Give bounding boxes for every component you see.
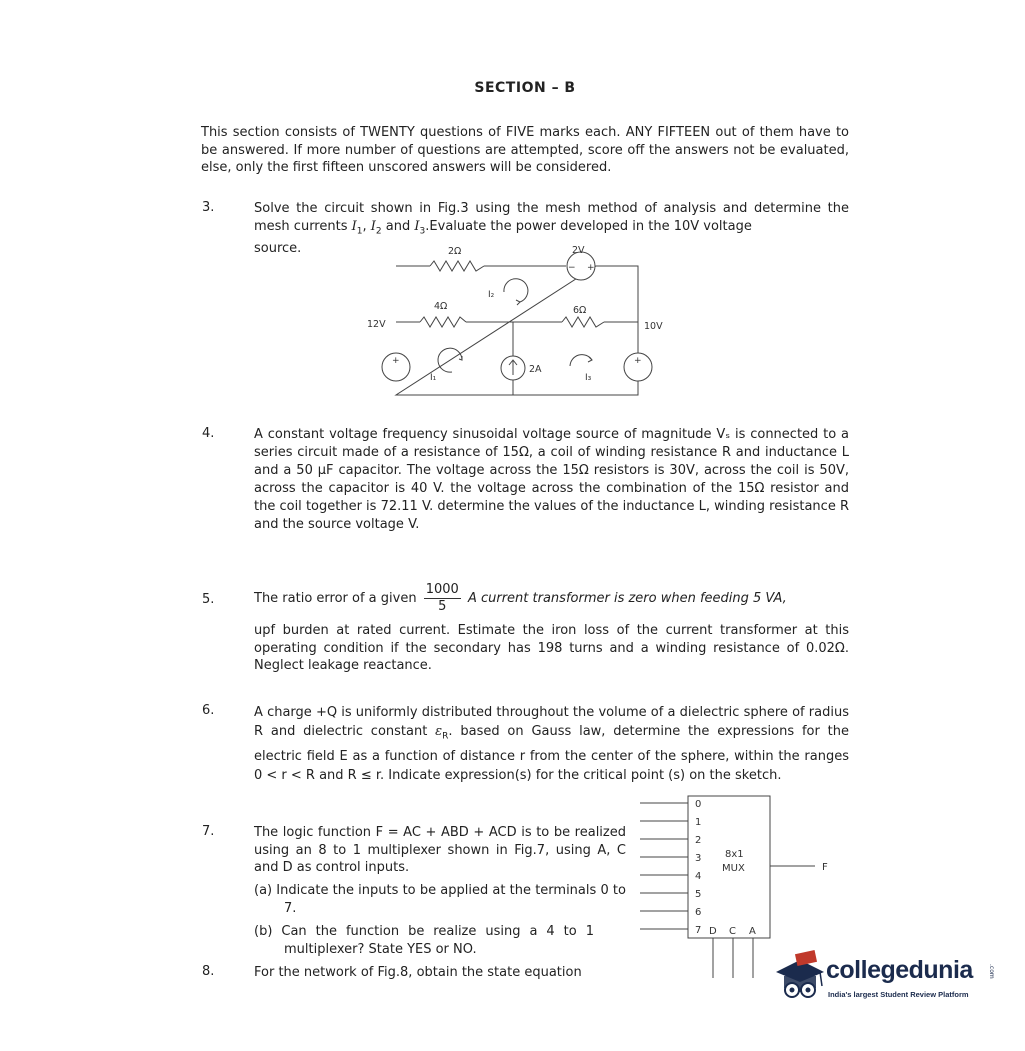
label-r-right: 6Ω: [573, 305, 587, 316]
mesh-2-arrow: [504, 279, 528, 302]
question-6-text: A charge +Q is uniformly distributed throughout the volume of a dielectric sphere of radius R and dielectric constant $\varepsilon_R$. based on Gauss law, determine the expressions for the electric field E as a function of distance r from the center of the sphere, within the ranges 0 < r < R and R ≤ r. Indicate expression(s) for the critical point (s) on the sketch.: [254, 705, 849, 783]
collegedunia-logo: [770, 944, 1020, 1014]
section-instructions: This section consists of TWENTY questions of FIVE marks each. ANY FIFTEEN out of them have to be answered. If more number of questions are attempted, score off the answers not be evaluated, else, only the first fifteen unscored answers will be considered.: [201, 125, 849, 175]
question-5-text: upf burden at rated current. Estimate the iron loss of the current transformer at this operating condition if the secondary has 198 turns and a winding resistance of 0.02Ω. Neglect leakage reactance.: [254, 623, 849, 673]
label-v-right-plus: +: [634, 356, 642, 366]
mux-input-1: 1: [695, 817, 702, 828]
mascot-icon: [770, 944, 826, 1006]
mux-input-5: 5: [695, 889, 702, 900]
label-src-top-minus: −: [568, 263, 576, 273]
logo-tagline: India's largest Student Review Platform: [828, 990, 969, 999]
label-r-top: 2Ω: [448, 246, 462, 257]
label-mesh-3: I₃: [585, 373, 592, 383]
mux-input-6: 6: [695, 907, 702, 918]
fraction-1000-over-5: $\frac{1000}{5}$: [425, 582, 459, 614]
question-number-7: 7.: [202, 824, 215, 839]
question-number-4: 4.: [202, 426, 215, 441]
mux-select-c: C: [729, 926, 736, 937]
question-3-text-end: source.: [254, 241, 302, 256]
mesh-3-arrow: [570, 355, 592, 366]
mux-label-size: 8x1: [725, 849, 744, 860]
label-v-left: 12V: [367, 319, 386, 330]
mux-select-a: A: [749, 926, 756, 937]
question-7-text: The logic function F = AC + ABD + ACD is to be realized using an 8 to 1 multiplexer shown in Fig.7, using A, C and D as control inputs.: [254, 825, 626, 875]
mux-label-name: MUX: [722, 863, 745, 874]
mux-input-3: 3: [695, 853, 702, 864]
question-7-part-b: (b) Can the function be realize using a 4 to 1 multiplexer? State YES or NO.: [254, 924, 594, 957]
label-v-right: 10V: [644, 321, 663, 332]
label-mesh-1: I₁: [430, 373, 437, 383]
mux-input-2: 2: [695, 835, 702, 846]
question-4-text: A constant voltage frequency sinusoidal voltage source of magnitude Vₛ is connected to a series circuit made of a resistance of 15Ω, a coil of winding resistance R and inductance L and a 50 µF capacitor. The voltage across the 15Ω resistors is 30V, across the coil is 50V, across the capacitor is 40 V. the voltage across the combination of the 15Ω resistor and the coil together is 72.11 V. determine the values of the inductance L, winding resistance R and the source voltage V.: [254, 427, 849, 532]
logo-wordmark: collegedunia: [826, 956, 973, 984]
logo-com: .com: [988, 964, 995, 979]
mux-input-0: 0: [695, 799, 702, 810]
mux-input-7: 7: [695, 925, 702, 936]
mesh-circuit-diagram: [360, 238, 670, 410]
section-title: SECTION – B: [474, 80, 576, 96]
resistor-6ohm: [562, 317, 604, 327]
mux-select-d: D: [709, 926, 717, 937]
resistor-2ohm: [430, 261, 484, 271]
label-i-src: 2A: [529, 364, 542, 375]
label-mesh-2: I₂: [488, 290, 495, 300]
question-5-text-line1: The ratio error of a given $\frac{1000}{5}$ A current transformer is zero when feeding 5 VA,: [254, 582, 787, 614]
question-7-part-a: (a) Indicate the inputs to be applied at the terminals 0 to 7.: [254, 883, 626, 916]
label-r-left: 4Ω: [434, 301, 448, 312]
resistor-4ohm: [420, 317, 466, 327]
question-number-8: 8.: [202, 964, 215, 979]
label-src-top: 2V: [572, 245, 585, 256]
question-number-5: 5.: [202, 592, 215, 607]
question-number-6: 6.: [202, 703, 215, 718]
question-number-3: 3.: [202, 200, 215, 215]
label-src-top-plus: +: [587, 263, 595, 273]
question-8-text: For the network of Fig.8, obtain the state equation: [254, 965, 582, 980]
mux-output-label: F: [822, 862, 828, 873]
label-v-left-plus: +: [392, 356, 400, 366]
mux-input-4: 4: [695, 871, 702, 882]
question-3-text: Solve the circuit shown in Fig.3 using the mesh method of analysis and determine the mesh currents $I_1$, $I_2$ and $I_3.Evaluate$ the power developed in the 10V voltage: [254, 201, 849, 237]
